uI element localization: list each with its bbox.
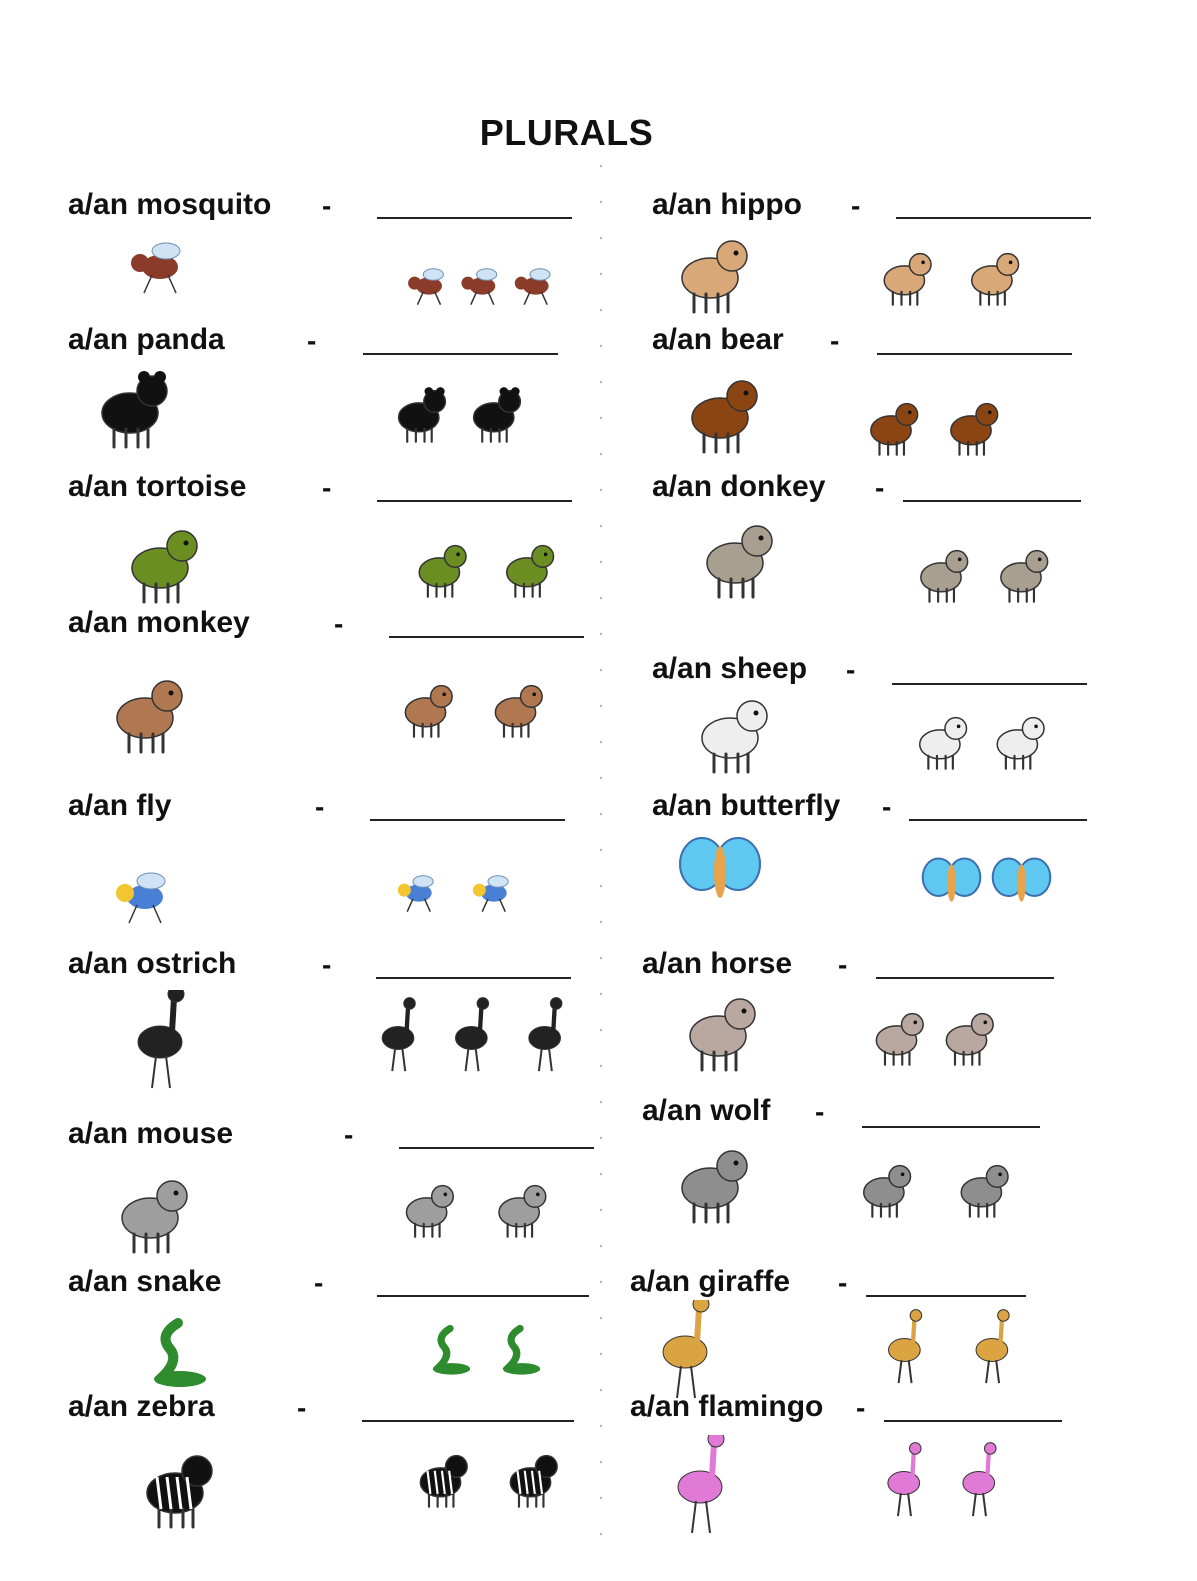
divider-dot: [600, 1461, 602, 1463]
dash: -: [307, 325, 317, 356]
word-label: a/an ostrich: [68, 947, 237, 980]
divider-dot: [600, 201, 602, 203]
divider-dot: [600, 1137, 602, 1139]
word-label: a/an mosquito: [68, 188, 272, 221]
divider-dot: [600, 1101, 602, 1103]
answer-blank[interactable]: [377, 500, 572, 502]
tortoise-group-icon: [400, 520, 575, 610]
donkey-group-icon: [905, 525, 1065, 615]
zebra-group-icon: [400, 1430, 580, 1520]
dash: -: [830, 325, 840, 356]
divider-dot: [600, 777, 602, 779]
mosquito-group-icon: [405, 238, 565, 328]
divider-dot: [600, 309, 602, 311]
zebra-icon: [125, 1435, 235, 1535]
dash: -: [322, 949, 332, 980]
answer-blank[interactable]: [877, 353, 1072, 355]
flamingo-icon: [650, 1435, 760, 1535]
divider-dot: [600, 1425, 602, 1427]
divider-dot: [600, 417, 602, 419]
divider-dot: [600, 849, 602, 851]
bear-group-icon: [855, 378, 1015, 468]
monkey-icon: [95, 660, 205, 760]
divider-dot: [600, 1353, 602, 1355]
word-label: a/an wolf: [642, 1094, 771, 1127]
dash: -: [846, 654, 856, 685]
divider-dot: [600, 813, 602, 815]
divider-dot: [600, 1533, 602, 1535]
divider-dot: [600, 1497, 602, 1499]
divider-dot: [600, 1029, 602, 1031]
butterfly-icon: [670, 820, 780, 920]
divider-dot: [600, 1281, 602, 1283]
word-label: a/an fly: [68, 789, 172, 822]
divider-dot: [600, 1065, 602, 1067]
dash: -: [297, 1392, 307, 1423]
divider-dot: [600, 381, 602, 383]
hippo-group-icon: [865, 228, 1040, 318]
fly-icon: [95, 845, 205, 945]
answer-blank[interactable]: [389, 636, 584, 638]
word-label: a/an giraffe: [630, 1265, 791, 1298]
word-label: a/an mouse: [68, 1117, 234, 1150]
dash: -: [875, 472, 885, 503]
answer-blank[interactable]: [884, 1420, 1062, 1422]
word-label: a/an butterfly: [652, 789, 841, 822]
answer-blank[interactable]: [370, 819, 565, 821]
divider-dot: [600, 993, 602, 995]
dash: -: [315, 791, 325, 822]
butterfly-group-icon: [920, 835, 1060, 925]
dash: -: [838, 1267, 848, 1298]
fly-group-icon: [385, 845, 535, 935]
answer-blank[interactable]: [362, 1420, 574, 1422]
dash: -: [344, 1119, 354, 1150]
dash: -: [815, 1096, 825, 1127]
word-label: a/an flamingo: [630, 1390, 824, 1423]
divider-dot: [600, 885, 602, 887]
divider-dot: [600, 1245, 602, 1247]
word-label: a/an zebra: [68, 1390, 215, 1423]
word-label: a/an hippo: [652, 188, 802, 221]
answer-blank[interactable]: [363, 353, 558, 355]
donkey-icon: [685, 505, 795, 605]
divider-dot: [600, 957, 602, 959]
word-label: a/an bear: [652, 323, 784, 356]
dash: -: [322, 190, 332, 221]
divider-dot: [600, 345, 602, 347]
ostrich-group-icon: [365, 990, 585, 1080]
mouse-group-icon: [385, 1160, 570, 1250]
answer-blank[interactable]: [876, 977, 1054, 979]
answer-blank[interactable]: [903, 500, 1081, 502]
divider-dot: [600, 1173, 602, 1175]
giraffe-icon: [635, 1300, 745, 1400]
divider-dot: [600, 669, 602, 671]
sheep-icon: [680, 680, 790, 780]
mosquito-icon: [110, 215, 220, 315]
sheep-group-icon: [905, 692, 1060, 782]
dash: -: [334, 608, 344, 639]
answer-blank[interactable]: [377, 217, 572, 219]
divider-dot: [600, 1317, 602, 1319]
word-label: a/an sheep: [652, 652, 808, 685]
panda-icon: [80, 355, 190, 455]
word-label: a/an monkey: [68, 606, 250, 639]
answer-blank[interactable]: [866, 1295, 1026, 1297]
word-label: a/an snake: [68, 1265, 222, 1298]
divider-dot: [600, 1209, 602, 1211]
divider-dot: [600, 921, 602, 923]
mouse-icon: [100, 1160, 210, 1260]
divider-dot: [600, 525, 602, 527]
divider-dot: [600, 489, 602, 491]
word-label: a/an panda: [68, 323, 225, 356]
divider-dot: [600, 273, 602, 275]
divider-dot: [600, 561, 602, 563]
answer-blank[interactable]: [892, 683, 1087, 685]
divider-dot: [600, 237, 602, 239]
answer-blank[interactable]: [399, 1147, 594, 1149]
word-label: a/an donkey: [652, 470, 826, 503]
dash: -: [856, 1392, 866, 1423]
wolf-group-icon: [840, 1140, 1035, 1230]
divider-dot: [600, 453, 602, 455]
ostrich-icon: [110, 990, 220, 1090]
word-label: a/an tortoise: [68, 470, 247, 503]
divider-dot: [600, 165, 602, 167]
giraffe-group-icon: [865, 1302, 1040, 1392]
panda-group-icon: [385, 365, 535, 455]
tortoise-icon: [110, 510, 220, 610]
horse-icon: [668, 978, 778, 1078]
dash: -: [838, 949, 848, 980]
flamingo-group-icon: [870, 1435, 1020, 1525]
page-title: PLURALS: [479, 112, 654, 153]
dash: -: [851, 190, 861, 221]
word-label: a/an horse: [642, 947, 793, 980]
divider-dot: [600, 705, 602, 707]
divider-dot: [600, 597, 602, 599]
divider-dot: [600, 741, 602, 743]
bear-icon: [670, 360, 780, 460]
hippo-icon: [660, 220, 770, 320]
answer-blank[interactable]: [862, 1126, 1040, 1128]
answer-blank[interactable]: [896, 217, 1091, 219]
horse-group-icon: [865, 988, 1005, 1078]
answer-blank[interactable]: [377, 1295, 589, 1297]
divider-dot: [600, 633, 602, 635]
snake-group-icon: [420, 1305, 560, 1395]
wolf-icon: [660, 1130, 770, 1230]
dash: -: [882, 791, 892, 822]
dash: -: [322, 472, 332, 503]
monkey-group-icon: [385, 660, 565, 750]
answer-blank[interactable]: [376, 977, 571, 979]
answer-blank[interactable]: [909, 819, 1087, 821]
divider-dot: [600, 1389, 602, 1391]
dash: -: [314, 1267, 324, 1298]
